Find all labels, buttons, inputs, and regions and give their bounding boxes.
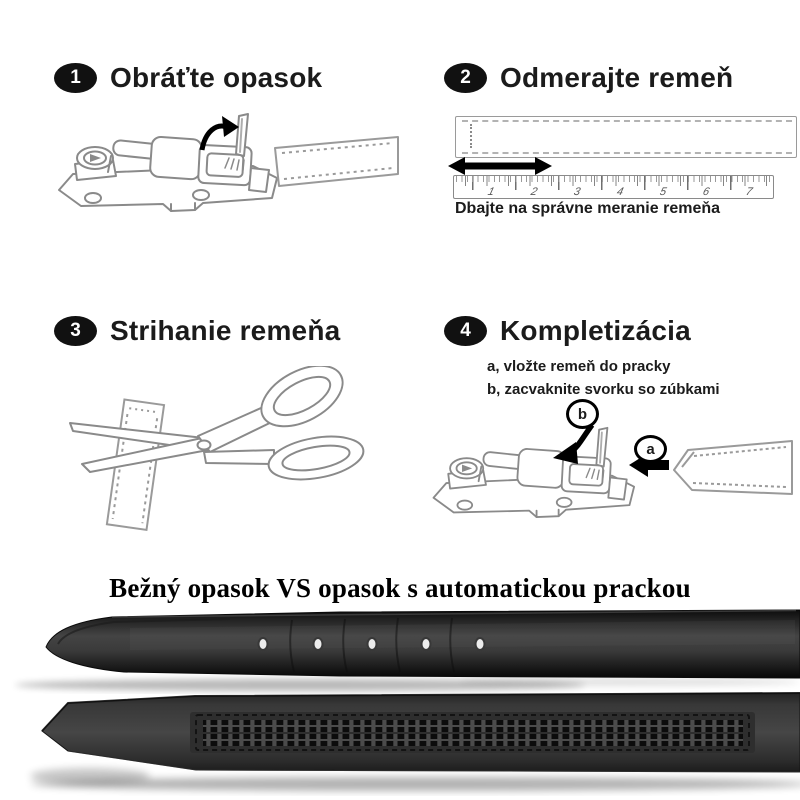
label-a-text: a xyxy=(646,440,655,458)
stitch-line xyxy=(462,152,792,154)
circle-label-a xyxy=(634,435,667,463)
step-3-title: Strihanie remeňa xyxy=(110,315,341,346)
ruler-number: 5 xyxy=(658,186,668,198)
step-4-badge: 4 xyxy=(444,316,487,346)
step-4-substep-a: a, vložte remeň do pracky xyxy=(487,358,671,375)
step-1-title: Obráťte opasok xyxy=(110,62,323,93)
ratchet-belt-image xyxy=(0,684,800,796)
comparison-heading: Bežný opasok VS opasok s automatickou prackou xyxy=(109,573,691,603)
ruler-number: 6 xyxy=(701,186,711,198)
ruler-illustration xyxy=(453,175,774,199)
ruler-number: 3 xyxy=(572,186,582,198)
buckle-illustration xyxy=(59,114,277,211)
step-4-header xyxy=(444,315,691,347)
fold-mark xyxy=(470,124,472,148)
label-b-text: b xyxy=(577,405,588,423)
belt-strap-illustration xyxy=(275,137,398,186)
belt-strap-top-view xyxy=(455,116,797,158)
step-2-title: Odmerajte remeň xyxy=(500,62,734,93)
ruler-number: 2 xyxy=(529,186,539,198)
belt-shadow xyxy=(30,768,150,784)
measure-caption: Dbajte na správne meranie remeňa xyxy=(455,200,721,217)
buckle-illustration xyxy=(434,428,635,517)
scissors-illustration xyxy=(70,366,367,486)
ruler-number: 4 xyxy=(615,186,625,198)
step-1-badge: 1 xyxy=(54,63,97,93)
ruler-number: 7 xyxy=(744,186,754,198)
scissors-cutting-illustration xyxy=(58,366,380,538)
belt-tip-illustration xyxy=(674,441,792,494)
circle-label-b xyxy=(566,399,599,429)
stitch-line xyxy=(462,120,792,122)
step-4-substep-b: b, zacvaknite svorku so zúbkami xyxy=(487,381,720,398)
step-2-badge: 2 xyxy=(444,63,487,93)
double-headed-arrow-icon xyxy=(448,155,552,177)
step-4-title: Kompletizácia xyxy=(500,315,691,346)
assembly-illustration xyxy=(420,394,798,540)
ratchet-track xyxy=(190,712,755,753)
ruler-number: 1 xyxy=(486,186,496,198)
step-2-header xyxy=(444,62,733,94)
buckle-flip-illustration xyxy=(35,106,400,224)
classic-belt-image xyxy=(0,598,800,694)
step-3-badge: 3 xyxy=(54,316,97,346)
step-1-header xyxy=(54,62,322,94)
belt-shadow xyxy=(30,777,800,791)
step-3-header xyxy=(54,315,340,347)
